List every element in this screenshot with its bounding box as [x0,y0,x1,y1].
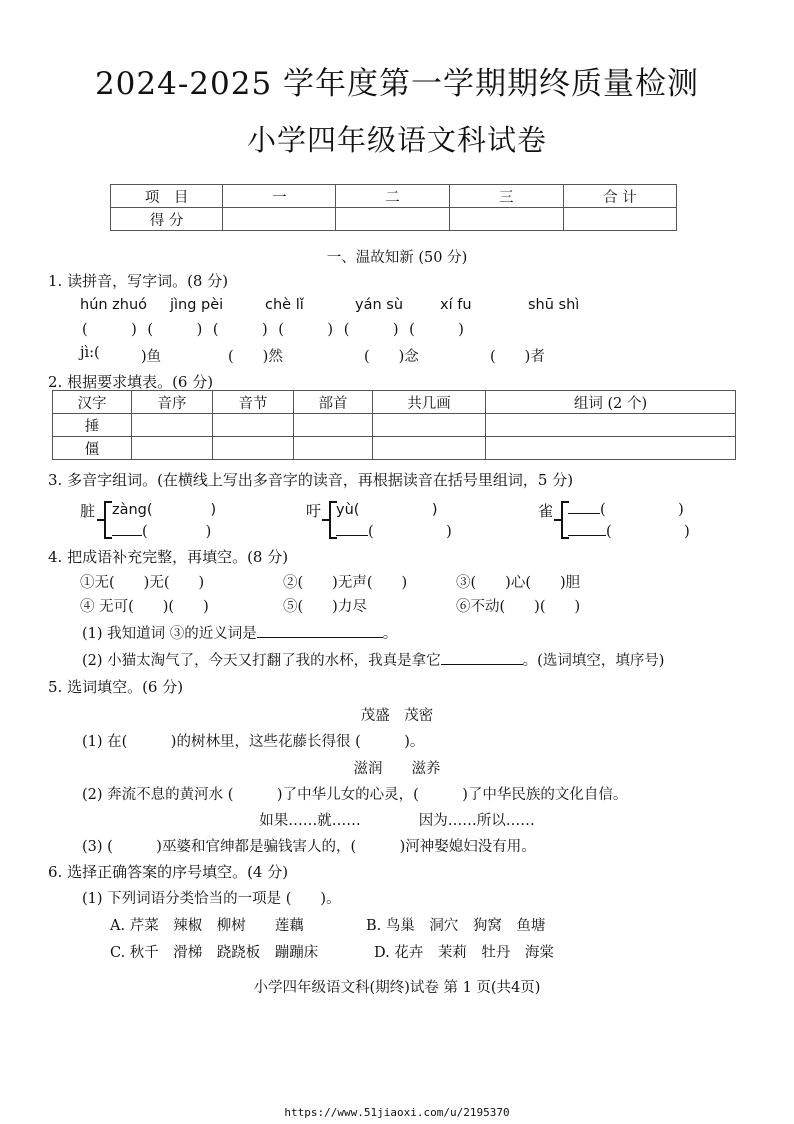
score-table [110,184,677,231]
q3-char-2: 吁 [306,502,322,520]
q6-option-a[interactable]: A. 芹菜 辣椒 柳树 莲藕 [110,918,304,934]
pinyin-4: yán sù [355,297,404,313]
q3-brace-3 [561,502,563,538]
q2-cell[interactable] [132,414,213,437]
q4-label: 4. 把成语补充完整，再填空。(8 分) [48,548,289,566]
q4-idiom-2[interactable]: ②( )无声( ) [283,575,408,591]
q3-g1-top[interactable]: zàng( ) [112,502,217,518]
q4-sub2: (2) 小猫太淘气了，今天又打翻了我的水杯，我真是拿它 [82,653,441,669]
page-footer: 小学四年级语文科(期终)试卷 第 1 页(共4页) [253,980,541,996]
q4-sub1: (1) 我知道词 ③的近义词是 [82,626,257,642]
q6-sentence-1[interactable]: (1) 下列词语分类恰当的一项是 ( )。 [82,891,341,907]
q3-brace-1 [104,502,106,538]
q2-header-char: 汉字 [53,391,132,414]
q1-label: 1. 读拼音，写字词。(8 分) [48,272,229,290]
q4-idiom-4[interactable]: ④ 无可( )( ) [80,599,209,615]
q2-cell[interactable] [213,437,294,460]
q2-row-char: 捶 [53,414,132,437]
q2-table [52,390,736,460]
q5-sentence-3[interactable]: (3) ( )巫婆和官绅都是骗钱害人的，( )河神娶媳妇没有用。 [82,839,536,855]
exam-title: 2024-2025 学年度第一学期期终质量检测 [94,66,700,102]
q4-sub2-end: 。(选词填空，填序号) [522,653,665,669]
q5-words-1: 茂盛 茂密 [360,708,434,724]
q3-g3-bottom[interactable]: ( ) [606,524,690,540]
q6-option-b[interactable]: B. 鸟巢 洞穴 狗窝 鱼塘 [366,918,546,934]
q2-header-strokes: 共几画 [373,391,486,414]
q5-sentence-2[interactable]: (2) 奔流不息的黄河水 ( )了中华儿女的心灵，( )了中华民族的文化自信。 [82,787,628,803]
q2-header-syllable: 音节 [213,391,294,414]
q1-ji-item-3[interactable]: ( )念 [364,349,419,365]
q6-option-c[interactable]: C. 秋千 滑梯 跷跷板 蹦蹦床 [110,945,319,961]
q4-sub1-end: 。 [382,626,398,642]
score-header-total: 合 计 [563,185,676,208]
q4-sub2-blank[interactable] [441,651,523,665]
q5-sentence-1[interactable]: (1) 在( )的树林里，这些花藤长得很 ( )。 [82,734,425,750]
q2-row-char: 僵 [53,437,132,460]
score-cell[interactable] [223,208,336,231]
score-header-3: 三 [449,185,563,208]
q5-label: 5. 选词填空。(6 分) [48,678,184,696]
q3-char-1: 脏 [80,502,96,520]
q3-brace-2 [329,502,331,538]
pinyin-5: xí fu [440,297,472,313]
q3-char-3: 雀 [538,502,554,520]
q1-ji-item-2[interactable]: ( )然 [228,349,283,365]
score-cell[interactable] [449,208,563,231]
q4-idiom-6[interactable]: ⑥不动( )( ) [456,599,581,615]
exam-subtitle: 小学四年级语文科试卷 [246,123,547,157]
q1-ji-item-1[interactable]: )鱼 [112,349,162,365]
q2-header-words: 组词 (2 个) [486,391,736,414]
q3-g3-blank-top[interactable] [568,500,600,514]
q4-idiom-5[interactable]: ⑤( )力尽 [283,599,367,615]
pinyin-6: shū shì [528,297,580,313]
q4-sub1-blank[interactable] [257,624,383,638]
score-header-2: 二 [336,185,449,208]
q3-g3-top[interactable]: ( ) [600,502,684,518]
q1-ji-prefix: jì:( [80,345,100,361]
q2-cell[interactable] [294,437,373,460]
q4-idiom-3[interactable]: ③( )心( )胆 [456,575,581,591]
q4-idiom-1[interactable]: ①无( )无( ) [80,575,205,591]
score-row-label: 得 分 [111,208,223,231]
q2-label: 2. 根据要求填表。(6 分) [48,373,214,391]
score-header-1: 一 [223,185,336,208]
q2-cell[interactable] [213,414,294,437]
section1-heading: 一、温故知新 (50 分) [326,250,468,266]
q2-cell[interactable] [373,414,486,437]
q2-cell[interactable] [486,437,736,460]
pinyin-1: hún zhuó [80,297,148,313]
q2-cell[interactable] [486,414,736,437]
q6-label: 6. 选择正确答案的序号填空。(4 分) [48,863,289,881]
q6-option-d[interactable]: D. 花卉 茉莉 牡丹 海棠 [374,945,554,961]
q2-cell[interactable] [132,437,213,460]
watermark-url: https://www.51jiaoxi.com/u/2195370 [284,1106,510,1119]
q2-cell[interactable] [294,414,373,437]
q5-words-2: 滋润 滋养 [353,761,441,777]
q1-answer-brackets[interactable]: ( ) ( ) ( ) ( ) ( ) ( ) [82,322,464,338]
q3-g2-blank[interactable] [336,522,368,536]
q3-g2-bottom[interactable]: ( ) [368,524,452,540]
score-header-item: 项 目 [111,185,223,208]
pinyin-3: chè lǐ [265,297,304,313]
q5-words-3: 如果……就…… 因为……所以…… [259,813,535,829]
pinyin-2: jìng pèi [170,297,224,313]
q2-header-radical: 部首 [294,391,373,414]
score-cell[interactable] [336,208,449,231]
q3-g1-bottom[interactable]: ( ) [142,524,212,540]
q3-g3-blank-bottom[interactable] [568,522,606,536]
q3-g1-blank[interactable] [112,522,142,536]
q2-cell[interactable] [373,437,486,460]
q2-header-order: 音序 [132,391,213,414]
q3-label: 3. 多音字组词。(在横线上写出多音字的读音，再根据读音在括号里组词，5 分) [48,471,574,489]
q1-ji-item-4[interactable]: ( )者 [490,349,545,365]
q3-g2-top[interactable]: yù( ) [336,502,438,518]
score-cell[interactable] [563,208,676,231]
